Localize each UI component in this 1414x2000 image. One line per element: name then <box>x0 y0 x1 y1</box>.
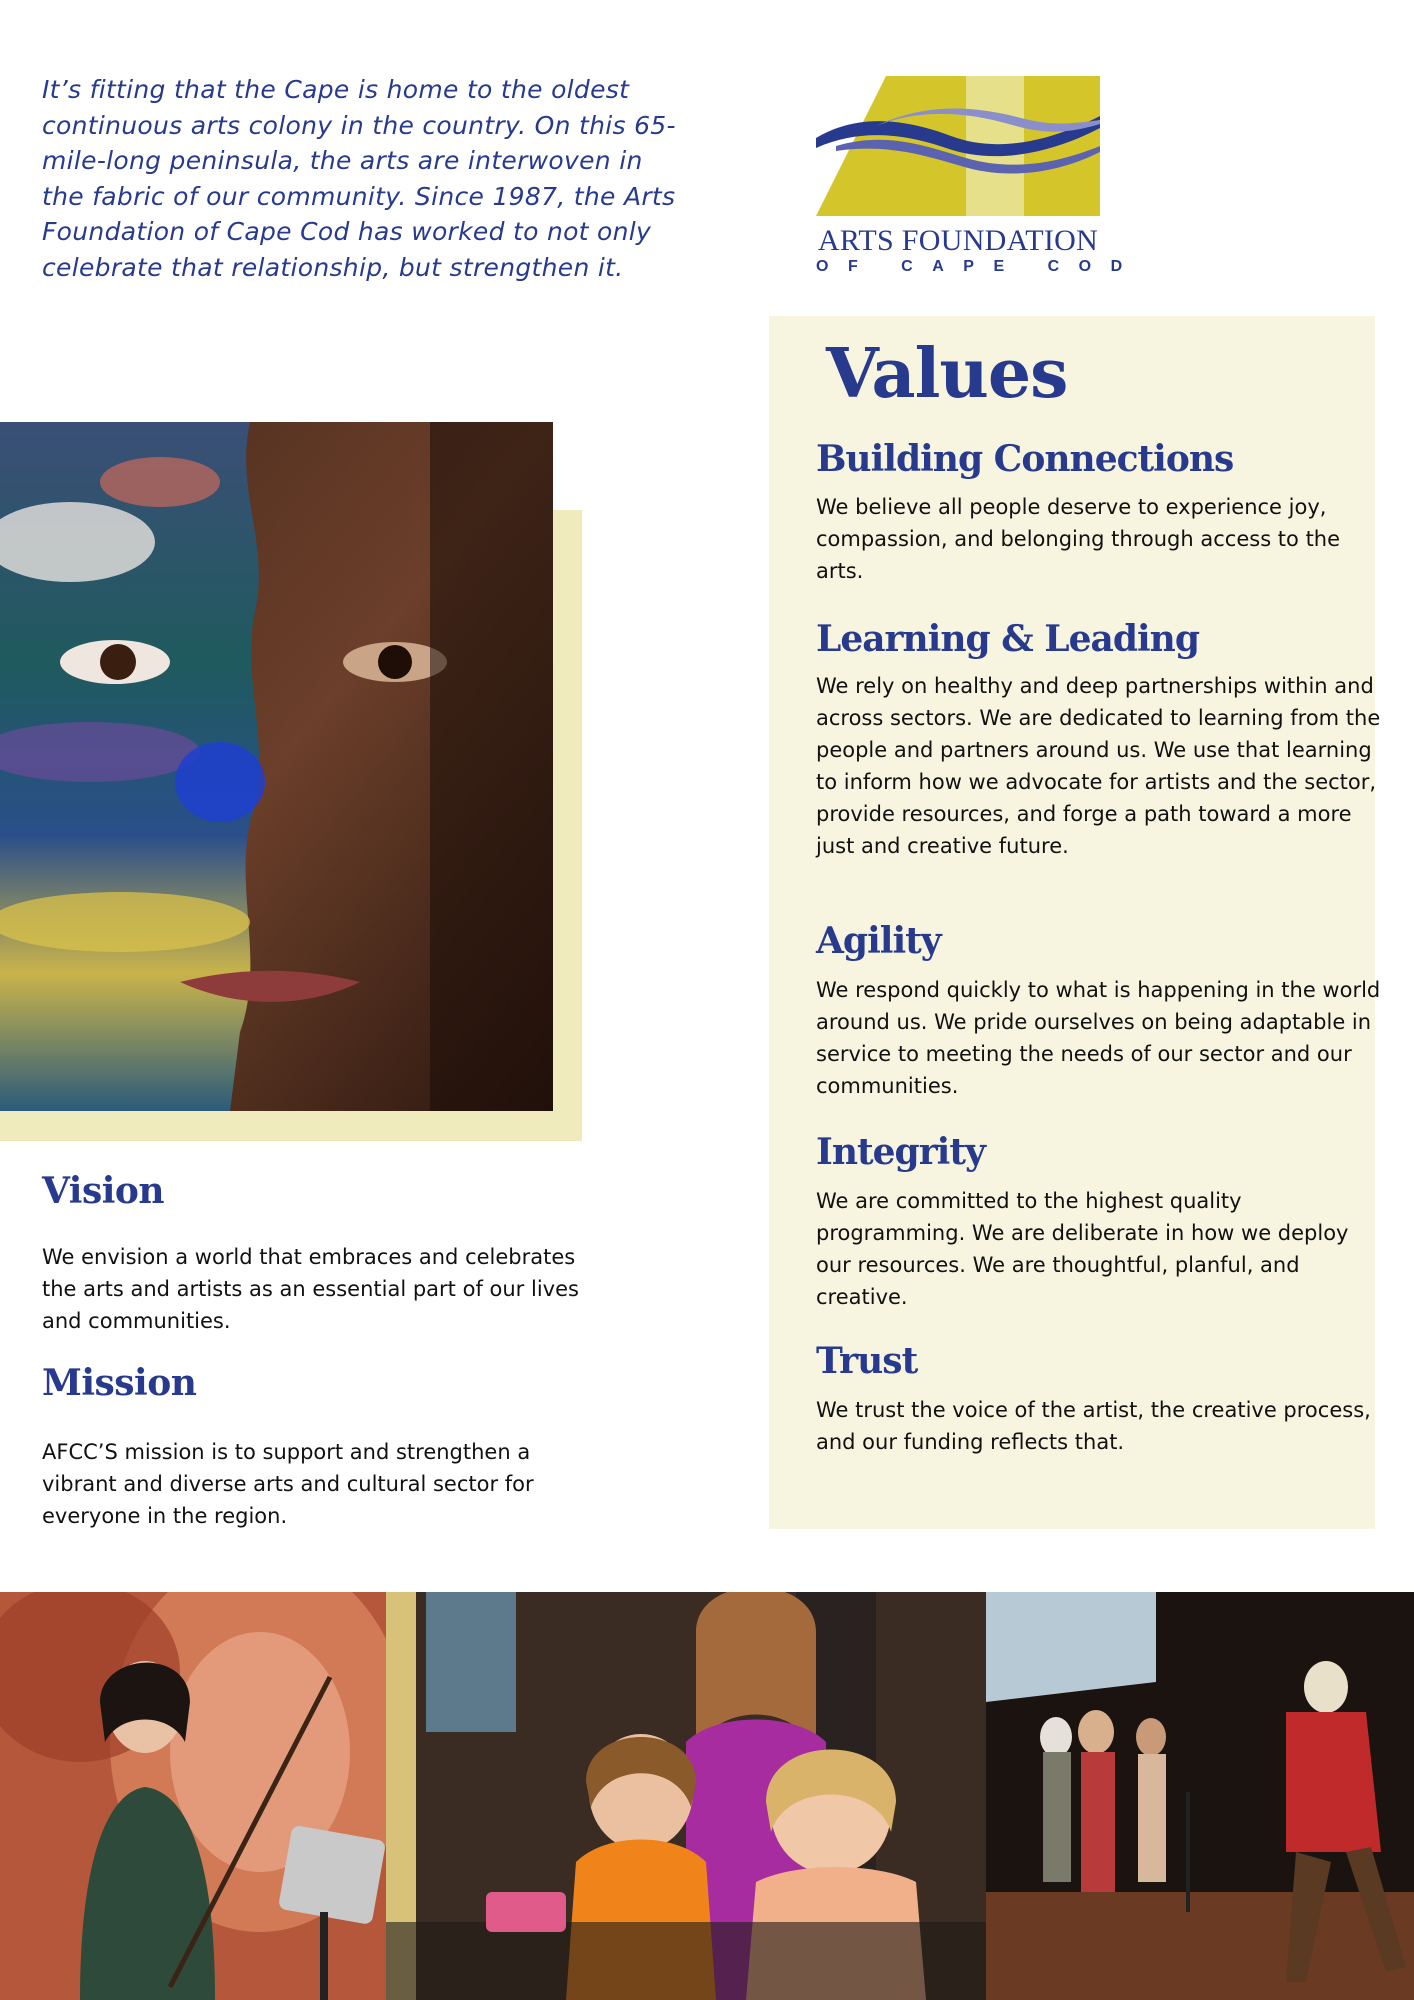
value-text: We trust the voice of the artist, the creative process, and our funding reflects that. <box>816 1398 1371 1454</box>
arts-foundation-logo[interactable] <box>816 76 1142 276</box>
values-title: Values <box>826 334 1068 414</box>
mission-heading: Mission <box>42 1362 197 1404</box>
stage-performance-photo <box>986 1592 1414 2000</box>
mission-text: AFCC’S mission is to support and strengthen a vibrant and diverse arts and cultural sector for everyone in the region. <box>42 1440 534 1528</box>
value-text: We are committed to the highest quality programming. We are deliberate in how we deploy our resources. We are thoughtful, planful, and creative. <box>816 1189 1349 1309</box>
logo-mark <box>816 76 1100 221</box>
value-heading: Trust <box>816 1340 918 1382</box>
hero-painted-face-photo <box>0 422 553 1111</box>
value-heading: Learning & Leading <box>816 618 1200 660</box>
value-text: We respond quickly to what is happening in the world around us. We pride ourselves on being adaptable in service to meeting the needs of our sector and our communities. <box>816 978 1381 1098</box>
value-text: We rely on healthy and deep partnerships within and across sectors. We are dedicated to learning from the people and partners around us. We use that learning to inform how we advocate for artists and the sector, provide resources, and forge a path toward a more just and creative future. <box>816 674 1381 858</box>
value-heading: Integrity <box>816 1131 985 1173</box>
logo-wordmark: ARTS FOUNDATION <box>817 224 1099 257</box>
logo-subtitle: OF CAPE COD <box>816 258 1142 275</box>
kids-photo <box>386 1592 986 2000</box>
vision-heading: Vision <box>42 1170 165 1212</box>
violinist-photo <box>0 1592 386 2000</box>
intro-paragraph: It’s fitting that the Cape is home to the oldest continuous arts colony in the country. On this 65-mile-long peninsula, the arts are interwoven in the fabric of our community. Since 1987, the Arts Foundation of Cape Cod has worked to not only celebrate that relationship, but strengthen it. <box>42 75 676 282</box>
value-text: We believe all people deserve to experience joy, compassion, and belonging through access to the arts. <box>816 495 1341 583</box>
vision-text: We envision a world that embraces and celebrates the arts and artists as an essential part of our lives and communities. <box>42 1245 579 1333</box>
value-heading: Agility <box>816 920 941 962</box>
value-heading: Building Connections <box>816 438 1234 480</box>
